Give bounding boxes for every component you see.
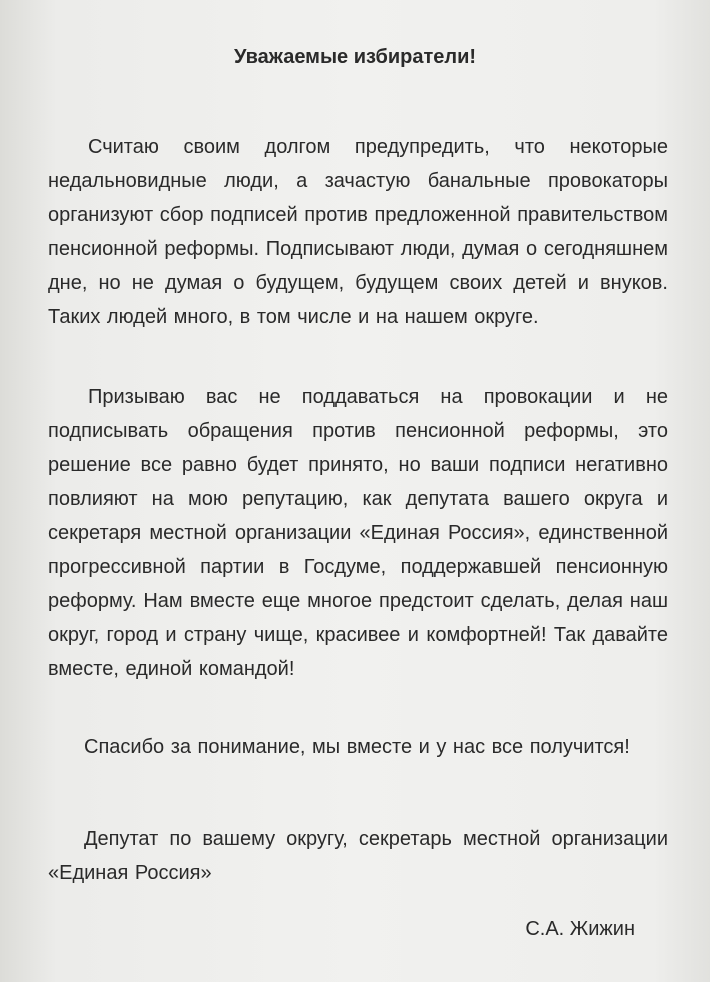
letter-heading: Уважаемые избиратели! — [233, 46, 477, 68]
signature-name: С.А. Жижин — [525, 918, 635, 940]
paragraph-thanks: Спасибо за понимание, мы вместе и у нас все получится! — [84, 736, 630, 758]
paragraph-appeal: Призываю вас не поддаваться на провокации и не подписывать обращения против пенсионной реформы, это решение все равно будет принято, но ваши подписи негативно повлияют на мою репутацию, как депутата вашего округа и секретаря местной организации «Единая Россия», единственной прогрессивной партии в Госдуме, поддержавшей пенсионную реформу. Нам вместе еще многое предстоит сделать, делая наш округ, город и страну чище, красивее и комфортней! Так давайте вместе, единой командой! — [48, 386, 668, 680]
paragraph-warning: Считаю своим долгом предупредить, что некоторые недальновидные люди, а зачастую банальные провокаторы организуют сбор подписей против предложенной правительством пенсионной реформы. Подписывают люди, думая о сегодняшнем дне, но не думая о будущем, будущем своих детей и внуков. Таких людей много, в том числе и на нашем округе. — [48, 136, 668, 328]
paragraph-position: Депутат по вашему округу, секретарь местной организации «Единая Россия» — [48, 828, 668, 884]
